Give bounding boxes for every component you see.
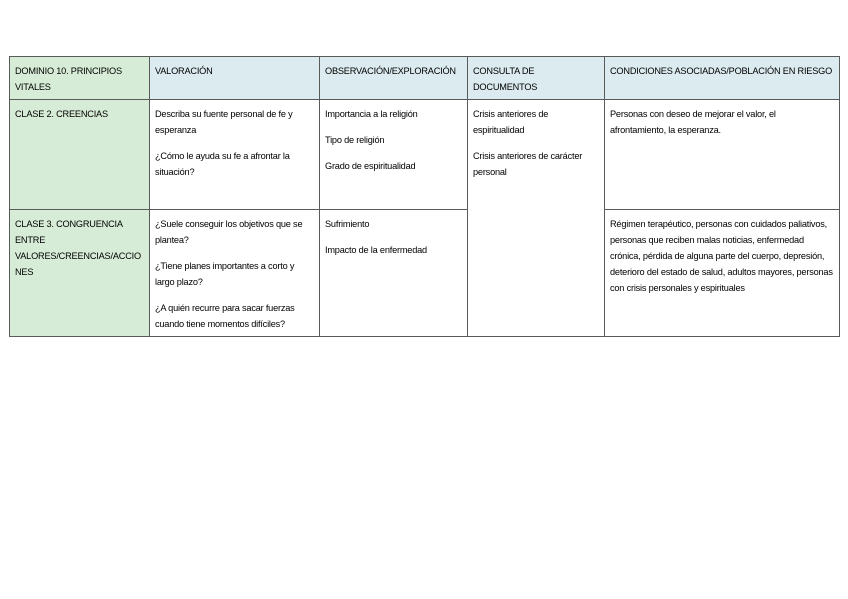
valoracion-cell bbox=[150, 100, 320, 210]
observacion-item: Impacto de la enfermedad bbox=[325, 245, 427, 255]
header-observacion: OBSERVACIÓN/EXPLORACIÓN bbox=[320, 57, 468, 100]
observacion-item: Tipo de religión bbox=[325, 135, 385, 145]
observacion-item: Sufrimiento bbox=[325, 219, 370, 229]
valoracion-question: Describa su fuente personal de fe y esperanza bbox=[155, 109, 293, 135]
consulta-cell bbox=[468, 100, 605, 337]
header-dominio: DOMINIO 10. PRINCIPIOS VITALES bbox=[10, 57, 150, 100]
valoracion-question: ¿Cómo le ayuda su fe a afrontar la situación? bbox=[155, 151, 290, 177]
consulta-item: Crisis anteriores de carácter personal bbox=[473, 151, 583, 177]
condiciones-cell: Personas con deseo de mejorar el valor, el afrontamiento, la esperanza. bbox=[605, 100, 840, 210]
header-consulta: CONSULTA DE DOCUMENTOS bbox=[468, 57, 605, 100]
table-row bbox=[10, 100, 840, 210]
observacion-cell bbox=[320, 210, 468, 337]
header-row bbox=[10, 57, 840, 100]
observacion-item: Grado de espiritualidad bbox=[325, 161, 416, 171]
observacion-cell bbox=[320, 100, 468, 210]
valoracion-question: ¿Suele conseguir los objetivos que se plantea? bbox=[155, 219, 303, 245]
observacion-item: Importancia a la religión bbox=[325, 109, 418, 119]
valoracion-question: ¿A quién recurre para sacar fuerzas cuando tiene momentos difíciles? bbox=[155, 303, 295, 329]
clase-cell: CLASE 2. CREENCIAS bbox=[10, 100, 150, 210]
header-valoracion: VALORACIÓN bbox=[150, 57, 320, 100]
condiciones-cell: Régimen terapéutico, personas con cuidados paliativos, personas que reciben malas noticias, enfermedad crónica, pérdida de alguna parte del cuerpo, depresión, deterioro del estado de salud, adultos mayores, personas con crisis personales y espirituales bbox=[605, 210, 840, 337]
principios-vitales-table bbox=[9, 56, 840, 337]
table-row bbox=[10, 210, 840, 337]
valoracion-question: ¿Tiene planes importantes a corto y largo plazo? bbox=[155, 261, 295, 287]
consulta-item: Crisis anteriores de espiritualidad bbox=[473, 109, 549, 135]
header-condiciones: CONDICIONES ASOCIADAS/POBLACIÓN EN RIESGO bbox=[605, 57, 840, 100]
clase-cell: CLASE 3. CONGRUENCIA ENTRE VALORES/CREENCIAS/ACCIONES bbox=[10, 210, 150, 337]
valoracion-cell bbox=[150, 210, 320, 337]
